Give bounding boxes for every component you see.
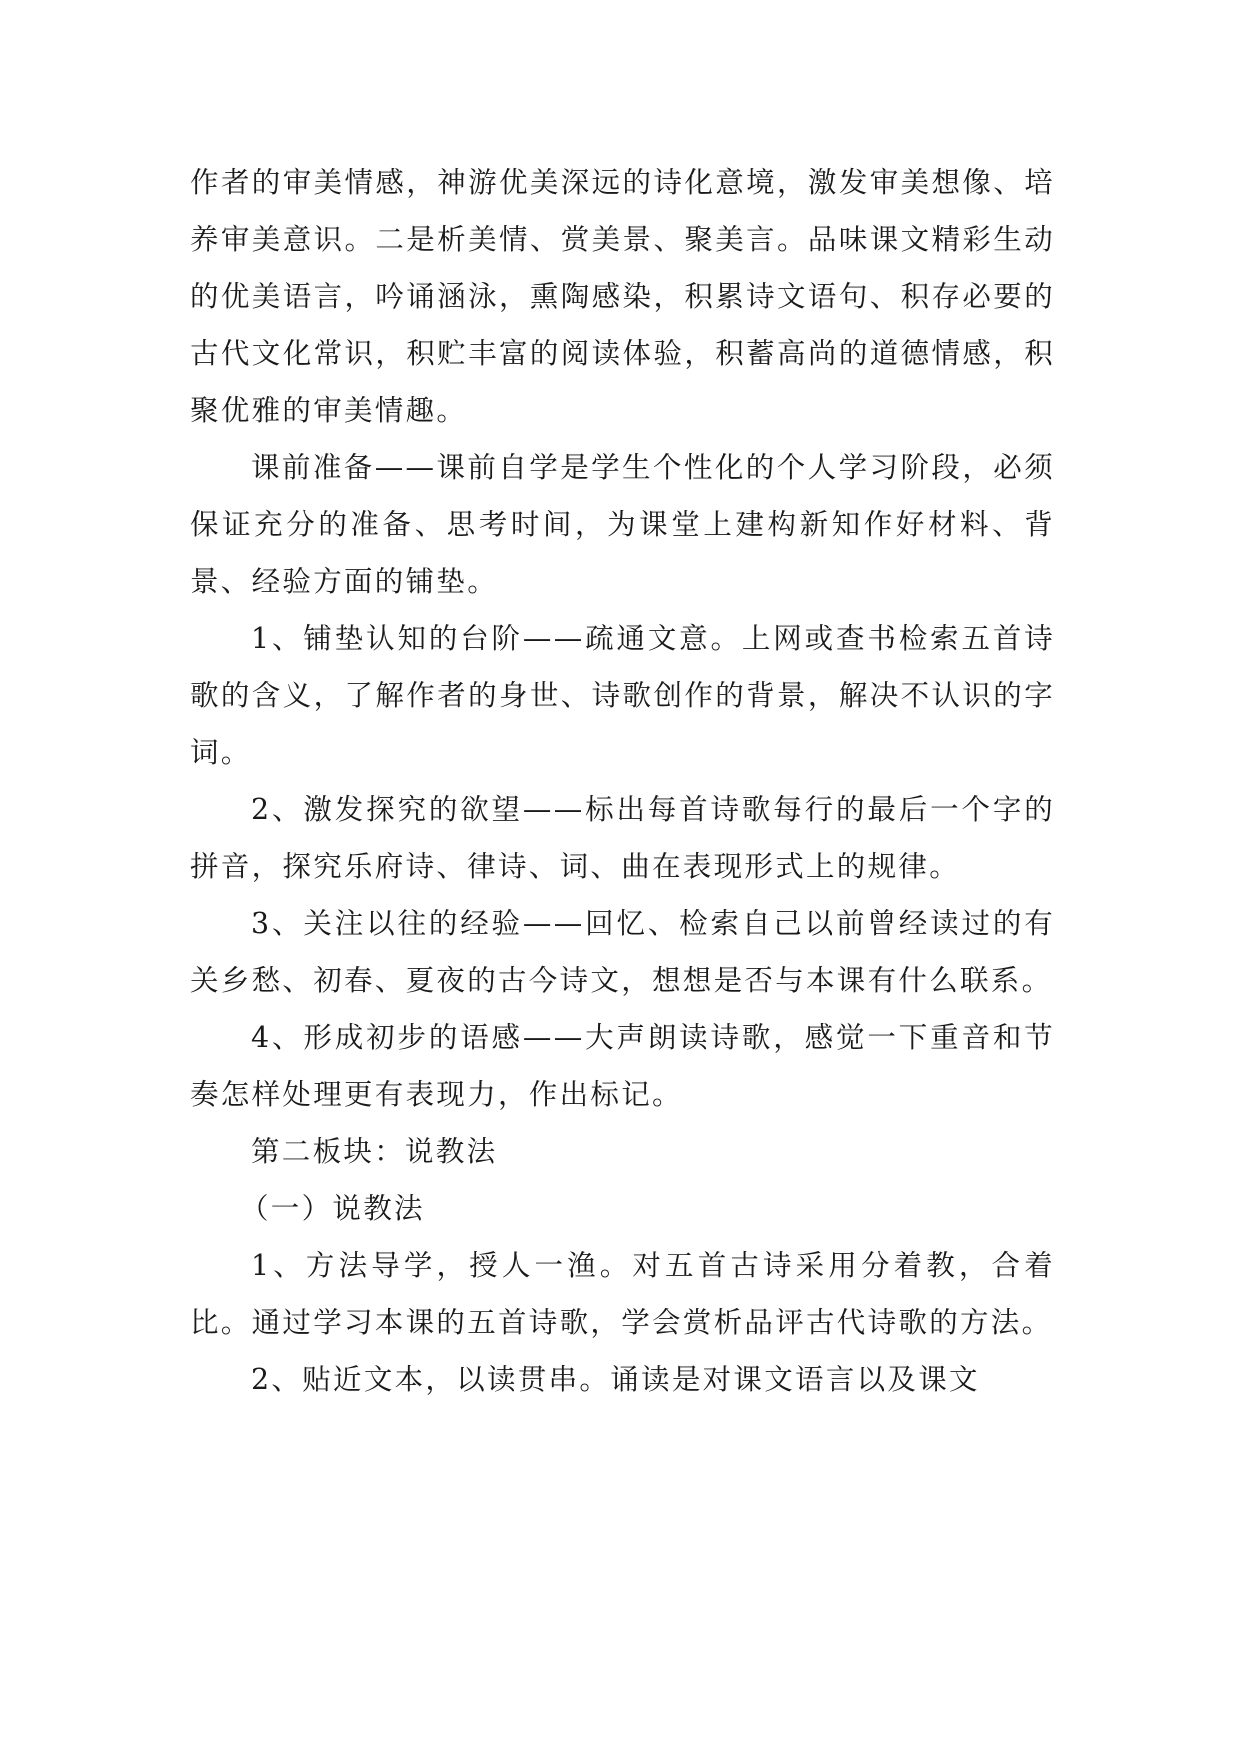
paragraph-step-1: 1、铺垫认知的台阶——疏通文意。上网或查书检索五首诗歌的含义，了解作者的身世、诗歌创作的背景，解决不认识的字词。: [190, 622, 1055, 769]
paragraph-step-4: 4、形成初步的语感——大声朗读诗歌，感觉一下重音和节奏怎样处理更有表现力，作出标记。: [190, 1021, 1055, 1111]
paragraph-method-2: 2、贴近文本，以读贯串。诵读是对课文语言以及课文: [251, 1363, 980, 1396]
body-text: [190, 154, 1055, 1408]
paragraph-pre-class-prep: 课前准备——课前自学是学生个性化的个人学习阶段，必须保证充分的准备、思考时间，为课堂上建构新知作好材料、背景、经验方面的铺垫。: [190, 451, 1055, 598]
subsection-heading-teaching-method: （一）说教法: [240, 1192, 425, 1225]
paragraph-aesthetic-goals: 作者的审美情感，神游优美深远的诗化意境，激发审美想像、培养审美意识。二是析美情、赏美景、聚美言。品味课文精彩生动的优美语言，吟诵涵泳，熏陶感染，积累诗文语句、积存必要的古代文化常识，积贮丰富的阅读体验，积蓄高尚的道德情感，积聚优雅的审美情趣。: [190, 166, 1055, 427]
section-heading-teaching-method: 第二板块：说教法: [251, 1135, 498, 1168]
paragraph-step-3: 3、关注以往的经验——回忆、检索自己以前曾经读过的有关乡愁、初春、夏夜的古今诗文，想想是否与本课有什么联系。: [190, 907, 1055, 997]
paragraph-method-1: 1、方法导学，授人一渔。对五首古诗采用分着教，合着比。通过学习本课的五首诗歌，学会赏析品评古代诗歌的方法。: [190, 1249, 1055, 1339]
paragraph-step-2: 2、激发探究的欲望——标出每首诗歌每行的最后一个字的拼音，探究乐府诗、律诗、词、曲在表现形式上的规律。: [190, 793, 1055, 883]
